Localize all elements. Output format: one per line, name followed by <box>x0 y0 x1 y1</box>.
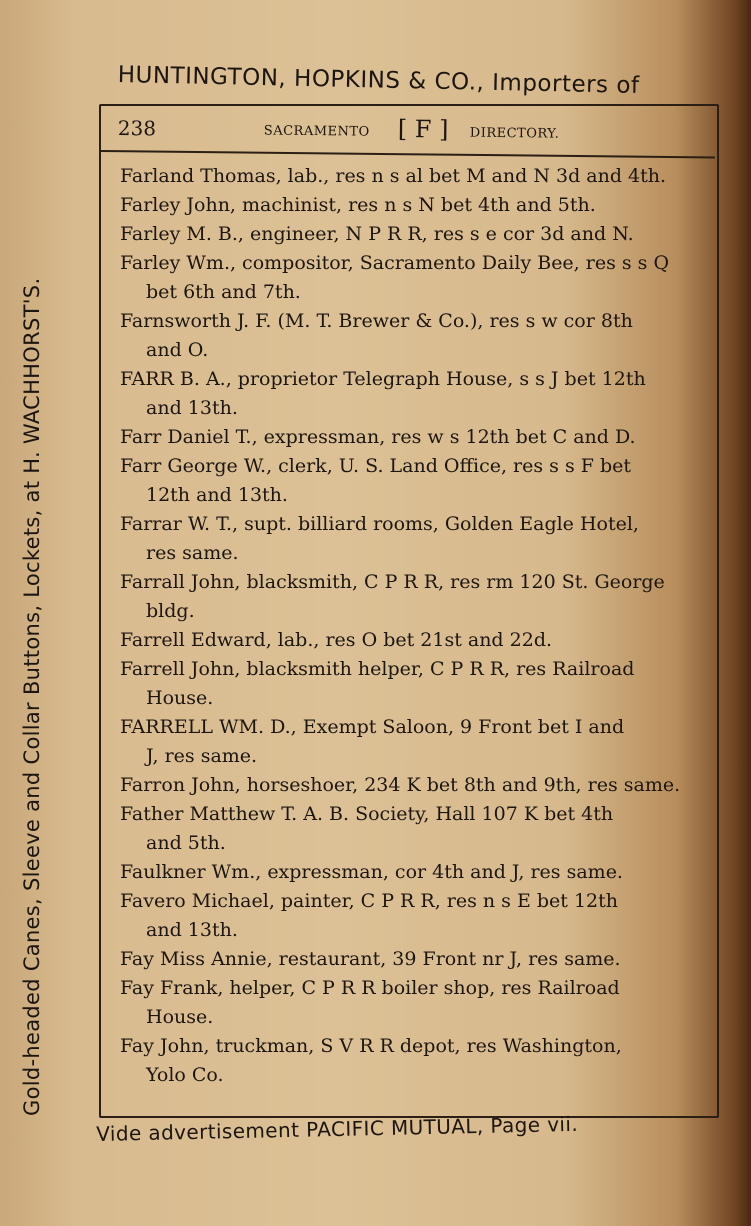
directory-entry <box>120 800 710 858</box>
entry-continuation: bet 6th and 7th. <box>146 281 301 303</box>
header-directory: DIRECTORY. <box>469 125 560 142</box>
page-number: 238 <box>117 115 157 141</box>
entry-line: Fay Frank, helper, C P R R boiler shop, res Railroad <box>120 977 620 999</box>
entry-line: FARRELL WM. D., Exempt Saloon, 9 Front bet I and <box>120 716 625 738</box>
directory-entry <box>120 510 710 568</box>
page-header <box>118 114 708 154</box>
entry-continuation: and 13th. <box>146 397 238 419</box>
directory-entry <box>120 771 710 800</box>
entry-line: Farrar W. T., supt. billiard rooms, Golden Eagle Hotel, <box>120 513 639 535</box>
entry-line: Farnsworth J. F. (M. T. Brewer & Co.), res s w cor 8th <box>120 310 633 332</box>
directory-entry <box>120 423 710 452</box>
directory-entry <box>120 945 710 974</box>
directory-entry <box>120 713 710 771</box>
entry-continuation: J, res same. <box>146 745 258 767</box>
entry-continuation: res same. <box>146 542 239 564</box>
directory-entry <box>120 307 710 365</box>
entry-line: Farr George W., clerk, U. S. Land Office, res s s F bet <box>120 455 632 477</box>
directory-entry <box>120 220 710 249</box>
directory-entry <box>120 626 710 655</box>
entry-line: Farron John, horseshoer, 234 K bet 8th and 9th, res same. <box>120 774 681 796</box>
entry-line: Fay Miss Annie, restaurant, 39 Front nr J, res same. <box>120 948 621 970</box>
entry-continuation: House. <box>146 687 214 709</box>
side-advertisement-banner: Gold-headed Canes, Sleeve and Collar Buttons, Lockets, at H. WACHHORST'S. <box>20 277 44 1116</box>
entry-continuation: 12th and 13th. <box>146 484 288 506</box>
entry-line: Fay John, truckman, S V R R depot, res Washington, <box>120 1035 622 1057</box>
directory-entry <box>120 568 710 626</box>
entry-line: Farley Wm., compositor, Sacramento Daily Bee, res s s Q <box>120 252 670 274</box>
directory-entry <box>120 249 710 307</box>
entry-continuation: Yolo Co. <box>146 1064 224 1086</box>
directory-entry <box>120 1032 710 1090</box>
directory-entry <box>120 365 710 423</box>
directory-entry <box>120 162 710 191</box>
directory-entry <box>120 191 710 220</box>
directory-entry <box>120 858 710 887</box>
directory-entry <box>120 887 710 945</box>
directory-entries <box>120 162 710 1090</box>
entry-line: Farr Daniel T., expressman, res w s 12th bet C and D. <box>120 426 636 448</box>
header-city: SACRAMENTO <box>263 123 370 140</box>
entry-line: Farland Thomas, lab., res n s al bet M and N 3d and 4th. <box>120 165 667 187</box>
entry-line: Farrall John, blacksmith, C P R R, res rm 120 St. George <box>120 571 665 593</box>
entry-continuation: and 5th. <box>146 832 226 854</box>
entry-continuation: and 13th. <box>146 919 238 941</box>
entry-line: Father Matthew T. A. B. Society, Hall 107 K bet 4th <box>120 803 614 825</box>
entry-line: Farley John, machinist, res n s N bet 4th and 5th. <box>120 194 596 216</box>
entry-continuation: and O. <box>146 339 209 361</box>
directory-entry <box>120 452 710 510</box>
header-letter: [ F ] <box>397 114 449 144</box>
entry-line: FARR B. A., proprietor Telegraph House, s s J bet 12th <box>120 368 646 390</box>
entry-continuation: bldg. <box>146 600 195 622</box>
bottom-advertisement-banner: Vide advertisement PACIFIC MUTUAL, Page vii. <box>96 1111 579 1146</box>
entry-line: Faulkner Wm., expressman, cor 4th and J, res same. <box>120 861 623 883</box>
top-advertisement-banner: HUNTINGTON, HOPKINS & CO., Importers of <box>117 62 640 99</box>
directory-entry <box>120 974 710 1032</box>
entry-line: Favero Michael, painter, C P R R, res n s E bet 12th <box>120 890 619 912</box>
entry-line: Farrell John, blacksmith helper, C P R R, res Railroad <box>120 658 635 680</box>
entry-continuation: House. <box>146 1006 214 1028</box>
directory-entry <box>120 655 710 713</box>
entry-line: Farley M. B., engineer, N P R R, res s e cor 3d and N. <box>120 223 634 245</box>
entry-line: Farrell Edward, lab., res O bet 21st and 22d. <box>120 629 553 651</box>
